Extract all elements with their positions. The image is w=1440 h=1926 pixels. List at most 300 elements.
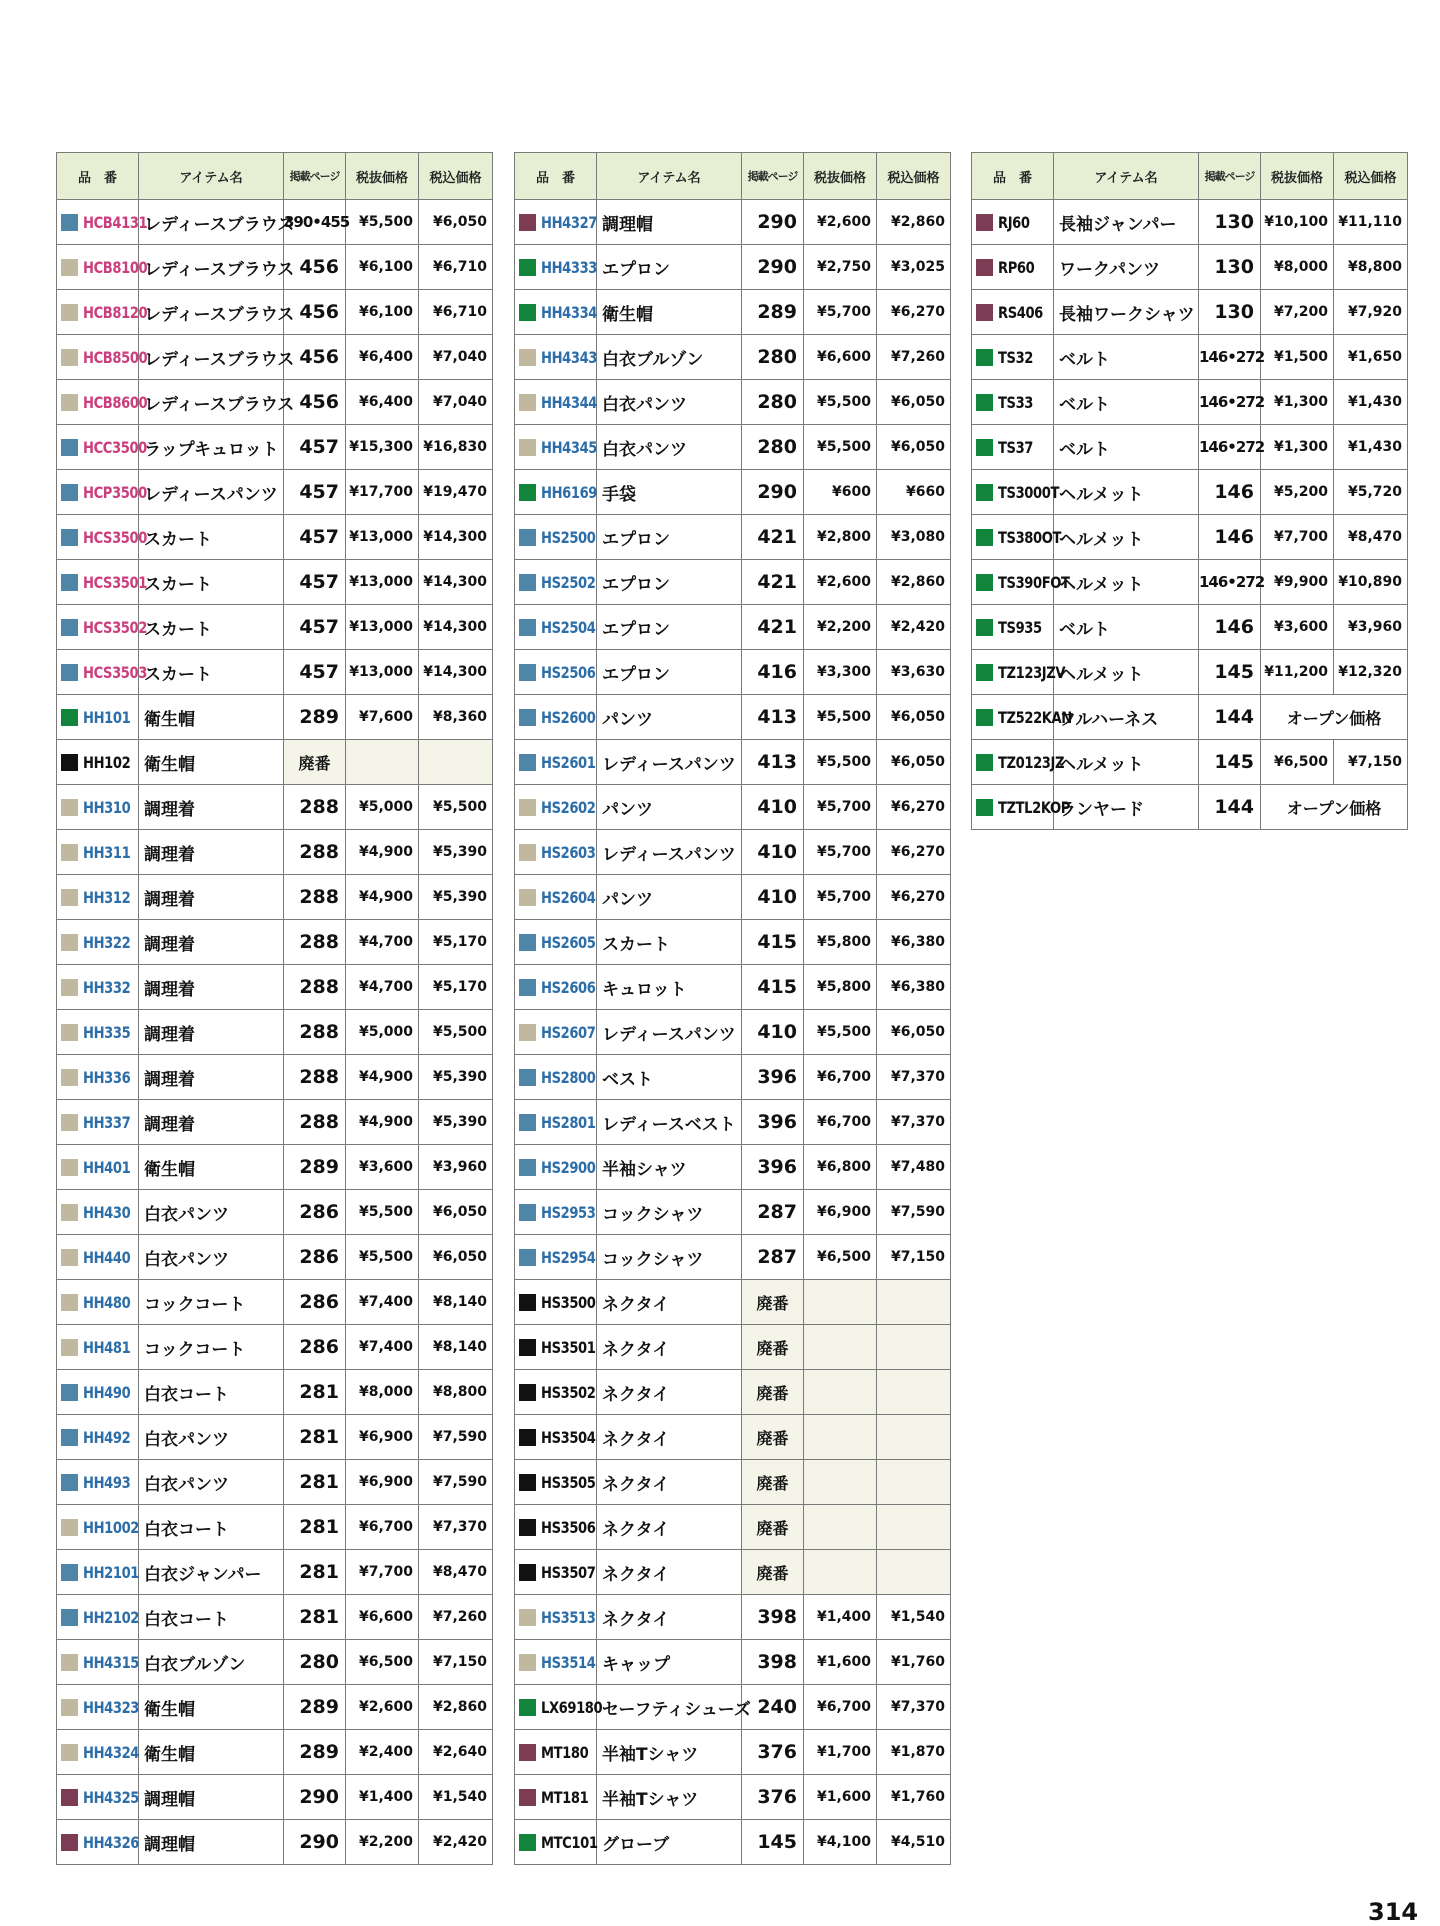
price-excl-tax: ¥4,700 [346,965,419,1010]
product-code: HH4323 [83,1697,140,1717]
price-incl-tax: ¥1,430 [1334,425,1408,470]
product-code: HS2954 [541,1247,596,1267]
product-code-cell [972,695,1072,740]
header-code: 品 番 [972,153,1054,200]
table-row [515,1325,951,1370]
color-swatch [519,844,536,861]
price-incl-tax: ¥7,040 [419,380,493,425]
page-ref: 289 [284,1145,346,1190]
color-swatch [519,934,536,951]
page-ref: 146•272 [1199,560,1261,605]
item-name: キャップ [597,1640,742,1685]
product-code-cell [515,1010,597,1055]
item-name: 白衣パンツ [139,1460,284,1505]
product-code: HH4327 [541,212,598,232]
product-code-cell [57,1685,139,1730]
product-code-cell [515,1640,597,1685]
price-incl-tax: ¥6,050 [419,1235,493,1280]
price-incl-tax: ¥7,150 [1334,740,1408,785]
item-name: 白衣コート [139,1370,284,1415]
price-excl-tax: ¥1,300 [1261,380,1334,425]
price-incl-tax: ¥6,380 [877,920,951,965]
page-ref: 289 [284,1685,346,1730]
page-ref: 410 [742,830,804,875]
price-incl-tax: ¥11,110 [1334,200,1408,245]
product-code-cell [57,380,148,425]
page-ref: 289 [742,290,804,335]
page-ref: 287 [742,1190,804,1235]
table-row [515,875,951,920]
product-code: HCB8500 [83,347,148,367]
price-excl-tax: ¥5,500 [346,200,419,245]
page-ref: 286 [284,1325,346,1370]
table-row [515,1415,951,1460]
item-name: コックシャツ [597,1190,742,1235]
product-code-cell [57,560,147,605]
item-name: パンツ [597,875,742,920]
item-name: レディースブラウス [139,290,284,335]
page-ref: 290 [742,245,804,290]
product-code-cell [515,245,597,290]
item-name: 衛生帽 [139,695,284,740]
price-incl-tax: ¥6,270 [877,830,951,875]
color-swatch [519,1654,536,1671]
product-code-cell [57,920,139,965]
product-code: HS2606 [541,977,596,997]
header-price-ex: 税抜価格 [1261,153,1334,200]
color-swatch [519,1609,536,1626]
page-ref: 290 [742,470,804,515]
color-swatch [976,709,993,726]
table-row [515,650,951,695]
price-incl-tax: ¥6,710 [419,245,493,290]
page-ref: 146 [1199,605,1261,650]
price-excl-tax: ¥6,900 [804,1190,877,1235]
table-row [57,470,493,515]
page-ref: 146•272 [1199,425,1261,470]
item-name: 衛生帽 [139,1145,284,1190]
price-incl-tax: ¥3,025 [877,245,951,290]
price-excl-tax: ¥5,500 [346,1190,419,1235]
product-code-cell [57,245,148,290]
item-name: ベルト [1054,425,1199,470]
price-incl-tax: ¥5,390 [419,1055,493,1100]
color-swatch [519,1384,536,1401]
open-price: オープン価格 [1261,695,1408,740]
product-code: HS2953 [541,1202,596,1222]
page-ref: 376 [742,1775,804,1820]
product-code: HS2500 [541,527,596,547]
price-excl-tax: ¥600 [804,470,877,515]
price-excl-tax: ¥5,500 [804,695,877,740]
price-incl-tax: ¥3,960 [419,1145,493,1190]
product-code: HS2601 [541,752,596,772]
page-ref: 廃番 [742,1460,804,1505]
product-code: HCB4131 [83,212,148,232]
product-code: RP60 [998,257,1035,277]
price-incl-tax: ¥7,590 [877,1190,951,1235]
price-table-right [971,152,1408,830]
product-code: HH481 [83,1337,131,1357]
product-code: HH312 [83,887,131,907]
product-code: HH1002 [83,1517,140,1537]
table-row [57,290,493,335]
price-incl-tax: ¥3,080 [877,515,951,560]
product-code-cell [515,1235,597,1280]
price-excl-tax [804,1415,877,1460]
table-row [515,380,951,425]
product-code: HH310 [83,797,131,817]
product-code-cell [515,1820,597,1865]
product-code: HH4333 [541,257,598,277]
color-swatch [519,439,536,456]
product-code-cell [515,1550,597,1595]
product-code-cell [57,965,139,1010]
product-code: HH493 [83,1472,131,1492]
product-code-cell [972,605,1054,650]
page-ref: 廃番 [742,1325,804,1370]
page-ref: 288 [284,1010,346,1055]
color-swatch [519,1834,536,1851]
page-ref: 410 [742,875,804,920]
product-code-cell [57,1010,139,1055]
item-name: 白衣コート [139,1595,284,1640]
item-name: ネクタイ [597,1325,742,1370]
table-row [57,1325,493,1370]
product-code: TS32 [998,347,1034,367]
color-swatch [61,394,78,411]
price-excl-tax: ¥5,200 [1261,470,1334,515]
product-code: TZ522KAN [998,707,1072,727]
price-excl-tax: ¥15,300 [346,425,419,470]
price-excl-tax: ¥7,600 [346,695,419,740]
color-swatch [519,799,536,816]
product-code-cell [515,1100,597,1145]
product-code: HH4344 [541,392,598,412]
page-ref: 145 [1199,740,1261,785]
page-ref: 288 [284,920,346,965]
page-ref: 456 [284,245,346,290]
product-code-cell [515,515,597,560]
color-swatch [61,1249,78,1266]
product-code: HH322 [83,932,131,952]
color-swatch [519,1249,536,1266]
product-code-cell [972,470,1060,515]
table-row [972,605,1408,650]
item-name: レディースブラウス [139,335,284,380]
price-excl-tax: ¥6,500 [804,1235,877,1280]
color-swatch [519,394,536,411]
price-excl-tax: ¥6,700 [346,1505,419,1550]
product-code: HS2504 [541,617,596,637]
price-incl-tax: ¥6,270 [877,785,951,830]
color-swatch [519,1699,536,1716]
table-row [515,605,951,650]
price-incl-tax [877,1505,951,1550]
page-ref: 288 [284,1055,346,1100]
table-row [515,1055,951,1100]
product-code-cell [972,515,1062,560]
header-price-in: 税込価格 [877,153,951,200]
product-code-cell [515,830,597,875]
price-incl-tax: ¥8,800 [1334,245,1408,290]
price-incl-tax: ¥2,640 [419,1730,493,1775]
item-name: ネクタイ [597,1415,742,1460]
price-excl-tax: ¥4,700 [346,920,419,965]
table-row [972,560,1408,605]
color-swatch [61,709,78,726]
item-name: ネクタイ [597,1505,742,1550]
color-swatch [61,1519,78,1536]
page-ref: 280 [742,425,804,470]
page-ref: 146•272 [1199,335,1261,380]
price-excl-tax: ¥6,100 [346,290,419,335]
color-swatch [61,889,78,906]
product-code: HH480 [83,1292,131,1312]
table-row [972,200,1408,245]
item-name: ネクタイ [597,1595,742,1640]
price-incl-tax: ¥14,300 [419,605,493,650]
color-swatch [61,484,78,501]
table-row [57,605,493,650]
product-code-cell [515,695,597,740]
product-code: HCP3500 [83,482,147,502]
product-code: HH401 [83,1157,131,1177]
product-code: TS380OT [998,527,1062,547]
price-excl-tax: ¥6,900 [346,1460,419,1505]
price-excl-tax: ¥7,400 [346,1280,419,1325]
page-ref: 145 [1199,650,1261,695]
item-name: 白衣ジャンパー [139,1550,284,1595]
table-row [57,1415,493,1460]
price-incl-tax: ¥7,260 [419,1595,493,1640]
color-swatch [976,799,993,816]
item-name: 白衣パンツ [597,425,742,470]
table-row [515,1685,951,1730]
item-name: ランヤード [1054,785,1199,830]
table-row [57,560,493,605]
product-code-cell [57,1235,139,1280]
product-code: HH4345 [541,437,598,457]
product-code-cell [57,425,147,470]
item-name: 長袖ワークシャツ [1054,290,1199,335]
price-incl-tax: ¥2,860 [877,560,951,605]
item-name: 調理着 [139,1010,284,1055]
page-ref: 396 [742,1145,804,1190]
item-name: ベルト [1054,605,1199,650]
price-incl-tax: ¥8,140 [419,1325,493,1370]
price-excl-tax [804,1460,877,1505]
item-name: スカート [597,920,742,965]
price-incl-tax: ¥7,150 [419,1640,493,1685]
price-excl-tax: ¥1,600 [804,1775,877,1820]
product-code-cell [515,920,597,965]
price-incl-tax: ¥660 [877,470,951,515]
item-name: 調理着 [139,830,284,875]
header-price-in: 税込価格 [1334,153,1408,200]
page-ref: 457 [284,515,346,560]
item-name: 衛生帽 [139,1730,284,1775]
product-code-cell [57,1730,139,1775]
page-ref: 146 [1199,515,1261,560]
price-excl-tax: ¥5,800 [804,920,877,965]
product-code: HS2900 [541,1157,596,1177]
item-name: エプロン [597,605,742,650]
price-incl-tax: ¥7,370 [877,1100,951,1145]
price-excl-tax [804,1280,877,1325]
product-code-cell [515,470,597,515]
page-ref: 280 [742,380,804,425]
page-ref: 415 [742,920,804,965]
color-swatch [61,1159,78,1176]
item-name: スカート [139,560,284,605]
item-name: エプロン [597,650,742,695]
table-row [515,1505,951,1550]
product-code: HS3506 [541,1517,596,1537]
product-code-cell [57,1415,139,1460]
price-excl-tax: ¥4,900 [346,830,419,875]
product-code-cell [515,560,597,605]
header-page: 掲載ページ [284,153,346,200]
page-ref: 398 [742,1595,804,1640]
product-code-cell [515,1775,597,1820]
color-swatch [61,1024,78,1041]
open-price: オープン価格 [1261,785,1408,830]
price-excl-tax: ¥8,000 [1261,245,1334,290]
table-row [515,1235,951,1280]
product-code-cell [972,560,1070,605]
product-code-cell [515,380,597,425]
price-excl-tax [804,1325,877,1370]
table-row [515,1775,951,1820]
color-swatch [61,1294,78,1311]
price-incl-tax: ¥2,860 [419,1685,493,1730]
product-code: HH2102 [83,1607,140,1627]
color-swatch [976,484,993,501]
page-ref: 288 [284,965,346,1010]
product-code-cell [972,740,1065,785]
product-code: HCB8600 [83,392,148,412]
product-code: HH492 [83,1427,131,1447]
page-ref: 416 [742,650,804,695]
color-swatch [61,1789,78,1806]
color-swatch [61,1069,78,1086]
price-excl-tax: ¥2,600 [804,560,877,605]
product-code: HH6169 [541,482,598,502]
table-row [57,650,493,695]
price-excl-tax: ¥2,750 [804,245,877,290]
table-row [57,335,493,380]
product-code-cell [515,965,597,1010]
color-swatch [61,1834,78,1851]
page-ref: 281 [284,1505,346,1550]
price-excl-tax: ¥1,700 [804,1730,877,1775]
color-swatch [61,934,78,951]
page-ref: 288 [284,785,346,830]
page-ref: 390•455 [284,200,346,245]
product-code: HCB8100 [83,257,148,277]
price-excl-tax: ¥4,900 [346,1055,419,1100]
table-row [515,290,951,335]
page-ref: 280 [284,1640,346,1685]
table-row [57,515,493,560]
product-code-cell [515,1685,603,1730]
product-code-cell [57,335,148,380]
page-ref: 289 [284,1730,346,1775]
price-excl-tax: ¥13,000 [346,560,419,605]
table-row [515,785,951,830]
product-code: HH4324 [83,1742,140,1762]
color-swatch [61,529,78,546]
price-excl-tax: ¥13,000 [346,515,419,560]
price-excl-tax: ¥5,800 [804,965,877,1010]
price-incl-tax: ¥5,500 [419,785,493,830]
color-swatch [519,979,536,996]
product-code: TZ123JZV [998,662,1066,682]
product-code-cell [57,605,147,650]
page-ref: 144 [1199,785,1261,830]
table-row [972,335,1408,380]
product-code-cell [57,1460,139,1505]
product-code: HH2101 [83,1562,140,1582]
price-incl-tax: ¥1,650 [1334,335,1408,380]
price-incl-tax [419,740,493,785]
item-name: レディースパンツ [597,740,742,785]
product-code-cell [515,650,597,695]
price-incl-tax: ¥8,470 [1334,515,1408,560]
table-row [515,245,951,290]
item-name: エプロン [597,515,742,560]
product-code-cell [515,605,597,650]
table-row [515,1640,951,1685]
page-ref: 457 [284,560,346,605]
color-swatch [519,1114,536,1131]
product-code: HS2602 [541,797,596,817]
price-excl-tax: ¥11,200 [1261,650,1334,695]
price-excl-tax: ¥2,400 [346,1730,419,1775]
product-code-cell [972,335,1054,380]
item-name: スカート [139,650,284,695]
price-incl-tax: ¥1,540 [419,1775,493,1820]
product-code-cell [515,1280,597,1325]
product-code: TS390FOT [998,572,1070,592]
item-name: パンツ [597,695,742,740]
product-code: HS3505 [541,1472,596,1492]
product-code-cell [57,470,147,515]
page-ref: 146 [1199,470,1261,515]
product-code-cell [515,425,597,470]
product-code-cell [972,200,1054,245]
item-name: セーフティシューズ [597,1685,742,1730]
price-incl-tax: ¥6,050 [877,380,951,425]
color-swatch [519,574,536,591]
color-swatch [61,259,78,276]
color-swatch [519,1474,536,1491]
product-code-cell [515,1370,597,1415]
product-code-cell [515,1190,597,1235]
table-row [57,1010,493,1055]
color-swatch [61,349,78,366]
table-row [515,1145,951,1190]
table-row [515,1100,951,1145]
page-ref: 396 [742,1055,804,1100]
product-code-cell [515,200,597,245]
table-row [57,1055,493,1100]
item-name: レディースブラウス [139,245,284,290]
page-ref: 457 [284,425,346,470]
item-name: レディースパンツ [597,830,742,875]
product-code-cell [57,1505,139,1550]
